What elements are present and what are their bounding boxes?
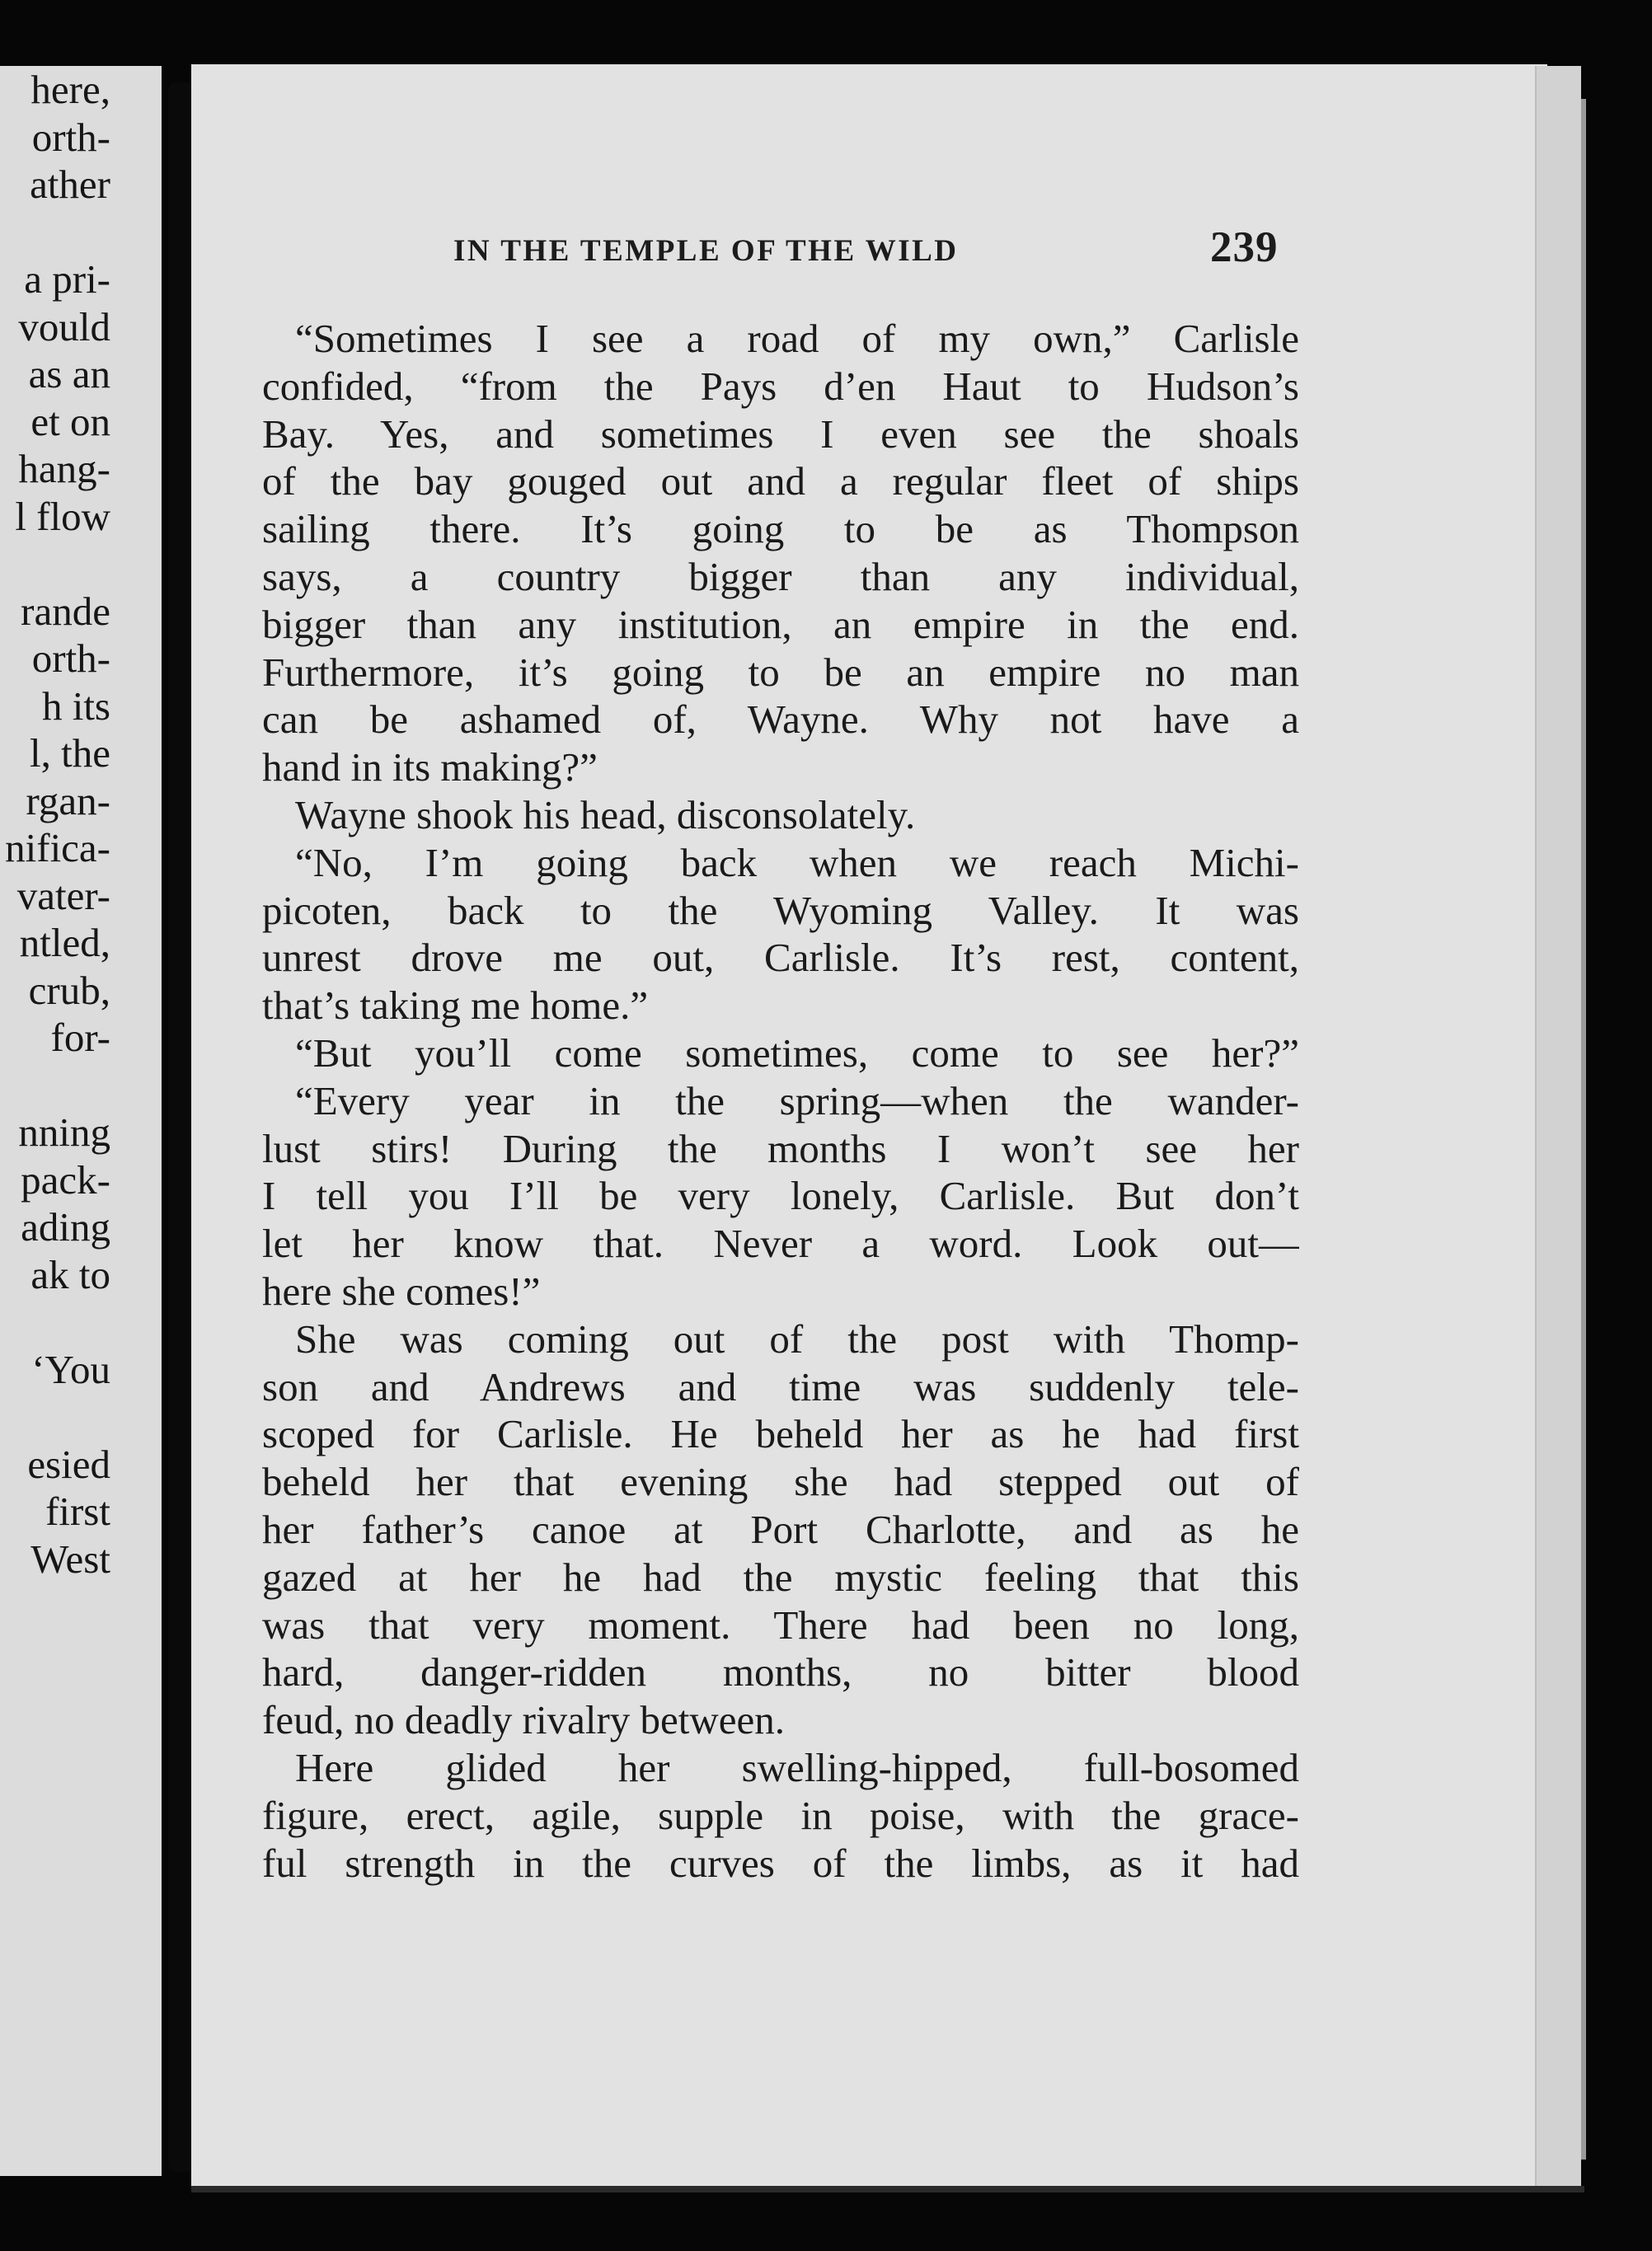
text-line: “Sometimes I see a road of my own,” Carlisle: [295, 316, 1299, 361]
text-line: her father’s canoe at Port Charlotte, and as he: [262, 1506, 1299, 1552]
facing-page-line: ather: [30, 162, 110, 207]
facing-page-line: l, the: [30, 730, 110, 776]
text-line: picoten, back to the Wyoming Valley. It was: [262, 887, 1299, 933]
page-edge-shadow: [1581, 99, 1586, 2160]
facing-page-line: [0, 1062, 110, 1109]
text-line: Here glided her swelling-hipped, full-bosomed: [295, 1744, 1299, 1790]
text-line: Furthermore, it’s going to be an empire no man: [262, 649, 1299, 695]
text-line: scoped for Carlisle. He beheld her as he had first: [262, 1411, 1299, 1457]
page-number: 239: [1210, 223, 1279, 271]
facing-page-line: orth-: [31, 114, 110, 160]
facing-page-line: West: [31, 1536, 110, 1582]
facing-page-line: et on: [31, 398, 110, 444]
text-line: feud, no deadly rivalry between.: [262, 1697, 786, 1743]
facing-page-text: [0, 66, 110, 1583]
text-line: lust stirs! During the months I won’t see her: [262, 1125, 1299, 1171]
text-line: “Every year in the spring—when the wander-: [295, 1077, 1299, 1123]
facing-page-line: orth-: [31, 635, 110, 681]
facing-page-line: crub,: [28, 967, 110, 1013]
text-line: sailing there. It’s going to be as Thompson: [262, 506, 1299, 552]
facing-page-line: for-: [50, 1015, 110, 1060]
facing-page-line: as an: [28, 351, 110, 396]
facing-page-line: h its: [41, 682, 110, 729]
text-line: hand in its making?”: [262, 744, 598, 790]
text-line: bigger than any institution, an empire in the end.: [262, 601, 1299, 647]
facing-page-fragment: [0, 66, 162, 2176]
text-line: of the bay gouged out and a regular fleet of ships: [262, 458, 1299, 504]
facing-page-line: [0, 540, 110, 588]
text-line: I tell you I’ll be very lonely, Carlisle. But don’t: [262, 1173, 1299, 1219]
text-line: here she comes!”: [262, 1268, 541, 1314]
facing-page-line: first: [45, 1489, 110, 1534]
facing-page-line: nning: [18, 1109, 110, 1155]
text-line: confided, “from the Pays d’en Haut to Hudson’s: [262, 363, 1299, 409]
facing-page-line: ading: [21, 1204, 110, 1250]
body-text: [262, 315, 1299, 1887]
facing-page-line: [0, 1298, 110, 1346]
facing-page-line: esied: [27, 1441, 110, 1487]
page-edge: [1535, 66, 1581, 2188]
text-line: gazed at her he had the mystic feeling that this: [262, 1554, 1299, 1600]
facing-page-line: ‘You: [31, 1346, 110, 1392]
text-line: was that very moment. There had been no long,: [262, 1601, 1299, 1648]
book-gutter: [168, 82, 193, 2172]
facing-page-line: hang-: [18, 446, 110, 491]
text-line: beheld her that evening she had stepped out of: [262, 1459, 1299, 1505]
text-line: son and Andrews and time was suddenly tele-: [262, 1363, 1299, 1409]
facing-page-line: here,: [31, 67, 110, 112]
text-line: “But you’ll come sometimes, come to see her?”: [295, 1029, 1299, 1076]
text-line: ful strength in the curves of the limbs, as it had: [262, 1840, 1299, 1886]
facing-page-line: rande: [21, 588, 110, 634]
text-line: “No, I’m going back when we reach Michi-: [295, 839, 1299, 885]
facing-page-line: ak to: [31, 1251, 110, 1297]
facing-page-line: vould: [18, 303, 110, 349]
text-line: Wayne shook his head, disconsolately.: [295, 791, 916, 837]
page-bottom-shadow: [191, 2186, 1584, 2192]
facing-page-line: nifica-: [5, 825, 110, 870]
facing-page-line: [0, 1393, 110, 1441]
text-line: She was coming out of the post with Thomp-: [295, 1315, 1299, 1362]
facing-page-line: a pri-: [24, 256, 110, 302]
facing-page-line: rgan-: [26, 777, 110, 823]
text-line: can be ashamed of, Wayne. Why not have a: [262, 696, 1299, 743]
text-line: that’s taking me home.”: [262, 982, 649, 1029]
text-line: unrest drove me out, Carlisle. It’s rest, content,: [262, 935, 1299, 981]
running-head: IN THE TEMPLE OF THE WILD: [453, 234, 959, 268]
facing-page-line: l flow: [15, 493, 110, 539]
text-line: Bay. Yes, and sometimes I even see the shoals: [262, 410, 1299, 457]
text-line: figure, erect, agile, supple in poise, with the grace-: [262, 1792, 1299, 1838]
text-line: says, a country bigger than any individual,: [262, 553, 1299, 599]
text-line: let her know that. Never a word. Look out—: [262, 1221, 1299, 1267]
text-line: hard, danger-ridden months, no bitter blood: [262, 1649, 1299, 1695]
facing-page-line: pack-: [21, 1156, 110, 1203]
facing-page-line: vater-: [16, 872, 110, 918]
facing-page-line: [0, 209, 110, 256]
facing-page-line: ntled,: [19, 920, 110, 965]
